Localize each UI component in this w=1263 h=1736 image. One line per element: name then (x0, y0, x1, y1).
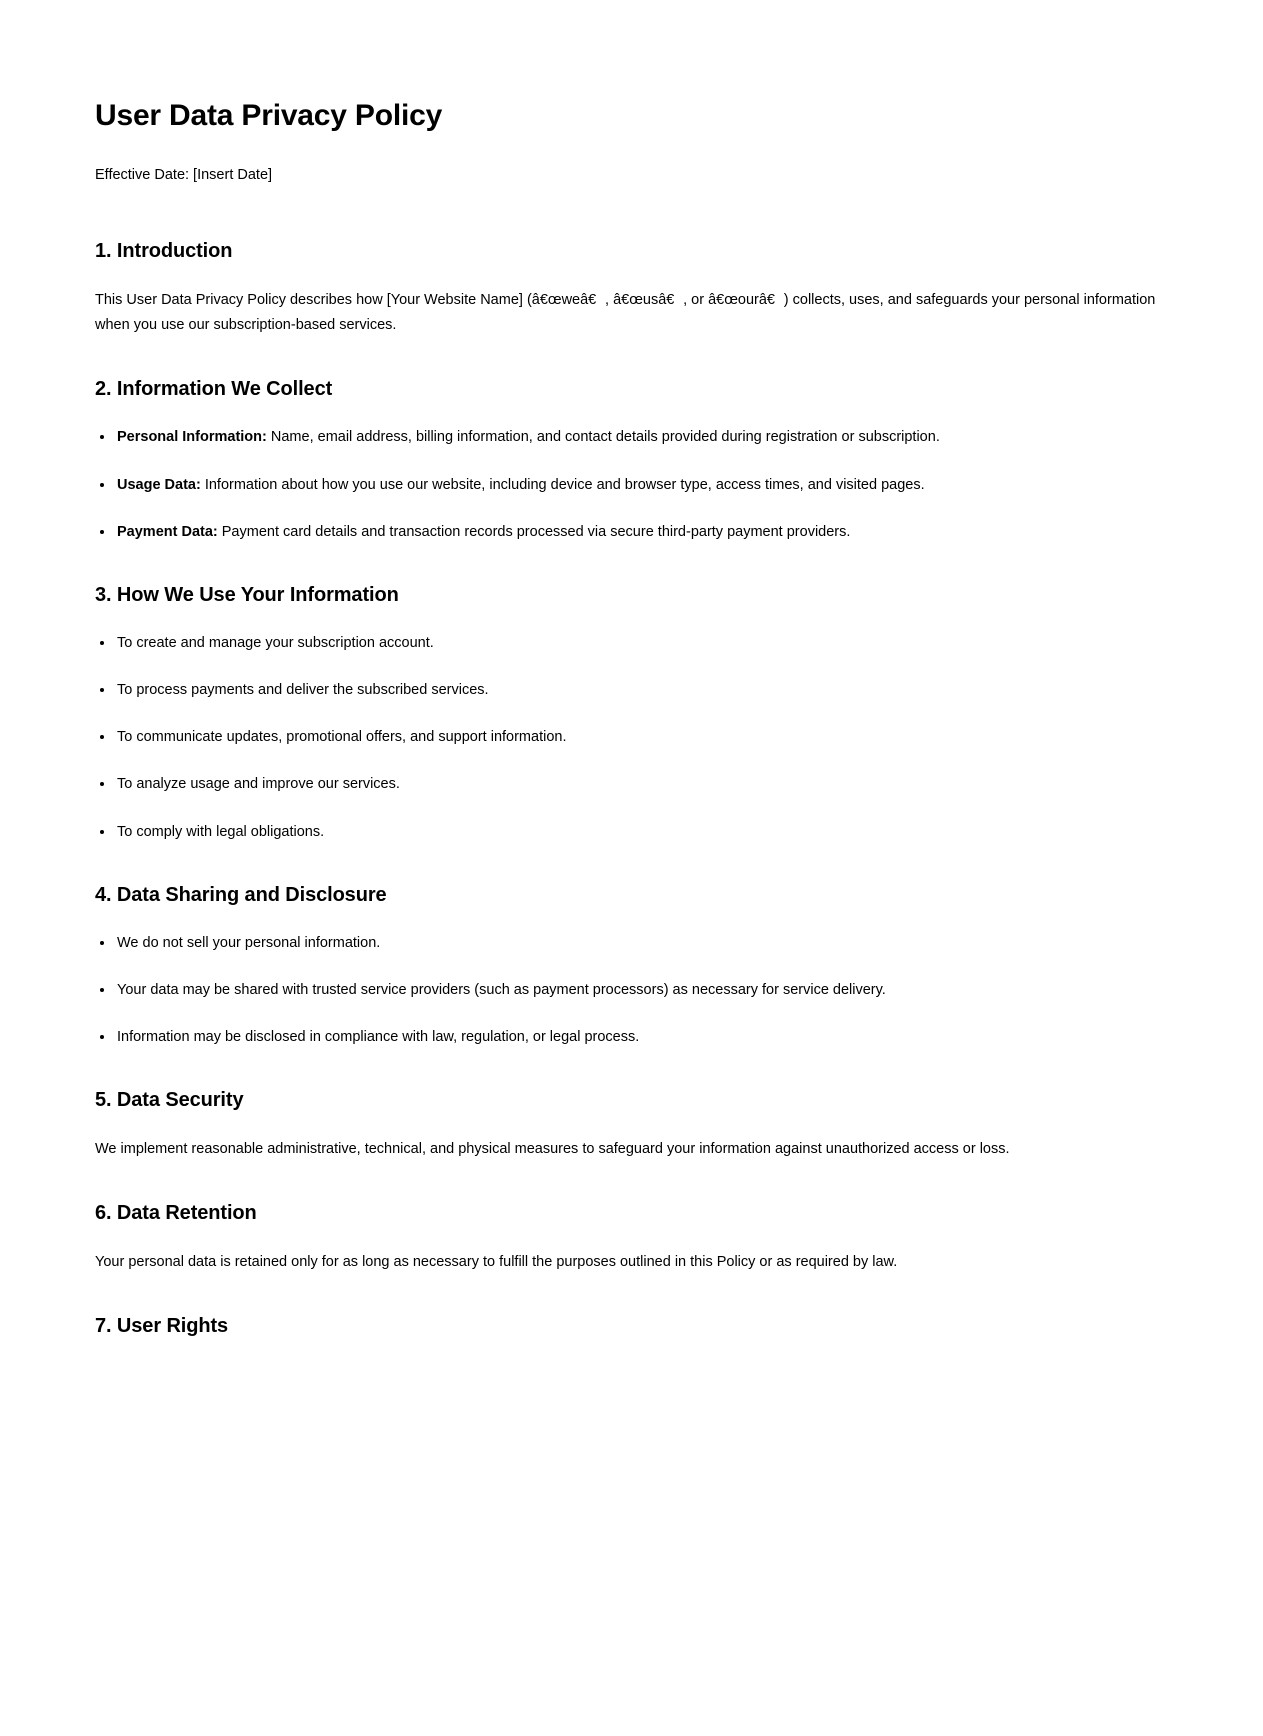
section-paragraph: Your personal data is retained only for as long as necessary to fulfill the purposes outlined in this Policy or as required by law. (95, 1254, 898, 1271)
list-item (95, 632, 1175, 655)
list-item-text: Payment card details and transaction records processed via secure third-party payment providers. (217, 523, 851, 540)
list-item-text: To communicate updates, promotional offers, and support information. (117, 729, 567, 746)
page-title: User Data Privacy Policy (95, 99, 443, 132)
section-data-sharing-and-disclosure (95, 882, 1175, 1050)
list-item-text: Name, email address, billing information, and contact details provided during registration or subscription. (266, 429, 940, 446)
spacer (95, 338, 1175, 376)
list-item (95, 426, 1175, 449)
list-item-text: Information about how you use our website, including device and browser type, access times, and visited pages. (200, 476, 925, 493)
list-item-text: Your data may be shared with trusted service providers (such as payment processors) as necessary for service delivery. (117, 982, 886, 999)
list-item (95, 521, 1175, 544)
list-item-text: Information may be disclosed in compliance with law, regulation, or legal process. (117, 1029, 640, 1046)
list-item-term: Personal Information: (117, 429, 267, 446)
bullet-list (95, 932, 1175, 1050)
list-item-text: We do not sell your personal information. (117, 934, 381, 951)
list-item-term: Usage Data: (117, 476, 201, 493)
section-heading: 5. Data Security (95, 1089, 244, 1112)
spacer (95, 1162, 1175, 1200)
spacer (95, 844, 1175, 882)
spacer (95, 1275, 1175, 1313)
section-data-retention (95, 1200, 1175, 1275)
bullet-list (95, 426, 1175, 544)
section-introduction (95, 238, 1175, 338)
section-heading: 2. Information We Collect (95, 378, 333, 401)
list-item (95, 474, 1175, 497)
list-item (95, 932, 1175, 955)
spacer (95, 544, 1175, 582)
list-item (95, 726, 1175, 749)
list-item-text: To comply with legal obligations. (117, 823, 325, 840)
list-item-text: To create and manage your subscription account. (117, 634, 434, 651)
list-item-text: To analyze usage and improve our services. (117, 776, 400, 793)
section-information-we-collect (95, 376, 1175, 544)
section-heading: 6. Data Retention (95, 1202, 257, 1225)
section-user-rights (95, 1313, 1175, 1339)
spacer (95, 1049, 1175, 1087)
effective-date: Effective Date: [Insert Date] (95, 167, 273, 183)
section-heading: 7. User Rights (95, 1315, 229, 1338)
section-heading: 4. Data Sharing and Disclosure (95, 883, 387, 906)
list-item-term: Payment Data: (117, 523, 218, 540)
section-how-we-use-your-information (95, 582, 1175, 844)
bullet-list (95, 632, 1175, 844)
document-content (95, 98, 1175, 1363)
section-paragraph: This User Data Privacy Policy describes how [Your Website Name] (â€œweâ€, â€œusâ€, or â€œourâ€) collects, uses, and safeguards your personal information when you use our subscription-based services. (95, 292, 1156, 334)
list-item-text: To process payments and deliver the subscribed services. (117, 682, 489, 699)
list-item (95, 1026, 1175, 1049)
section-data-security (95, 1087, 1175, 1162)
list-item (95, 979, 1175, 1002)
section-heading: 1. Introduction (95, 240, 233, 263)
section-heading: 3. How We Use Your Information (95, 583, 399, 606)
list-item (95, 679, 1175, 702)
list-item (95, 821, 1175, 844)
section-paragraph: We implement reasonable administrative, technical, and physical measures to safeguard your information against unauthorized access or loss. (95, 1141, 1010, 1158)
list-item (95, 773, 1175, 796)
